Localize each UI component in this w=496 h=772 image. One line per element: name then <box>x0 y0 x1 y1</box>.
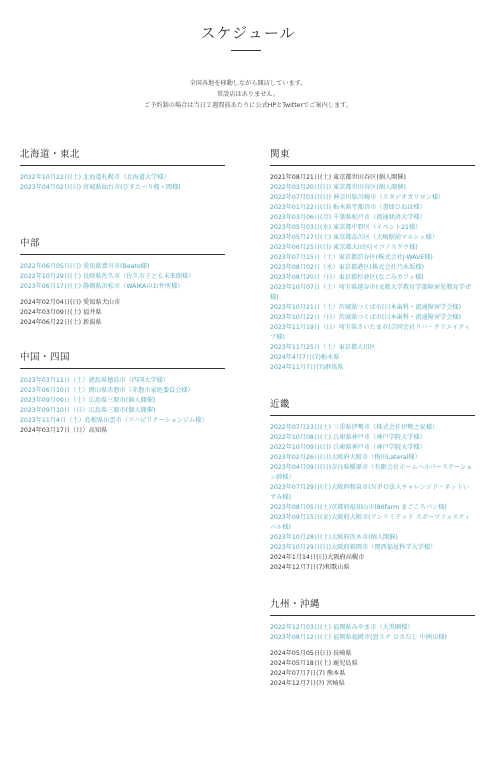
section-chugoku-shikoku <box>20 349 225 436</box>
schedule-entry-link[interactable]: 2024年11月7日(7)群馬県 <box>270 364 344 371</box>
schedule-entry: 2024年12月7日(7)和歌山県 <box>270 564 350 571</box>
schedule-entry-link[interactable]: 2023年07月29日(土)大阪府和泉市(ＮＰＯ法人チャレンジド・ネットいずみ様) <box>270 484 470 501</box>
schedule-entry: 2024年03月09日(土) 福井県 <box>20 309 102 316</box>
schedule-entry-link[interactable]: 2023年09月15日(金)大阪府大阪市(アンリミテッド スポーツフェスティバル様) <box>270 514 471 531</box>
section-chubu <box>20 235 225 328</box>
schedule-entry-link[interactable]: 2023年07月15日（土）東京都渋谷区(株式会社J-WAVE様) <box>270 254 433 261</box>
intro-text <box>0 78 496 111</box>
schedule-entry-link[interactable]: 2023年10月07日（土）埼玉県越谷市(文教大学教育学部障害児教育学ぜ様) <box>270 284 471 301</box>
schedule-entry: 2024年06月22日(土) 新潟県 <box>20 319 102 326</box>
section-heading: 関東 <box>270 146 475 166</box>
schedule-entry-link[interactable]: 2022年10月22日(土) 北海道札幌市（北海道大学様） <box>20 174 170 181</box>
schedule-entry-link[interactable]: 2023年11月19日（日）埼玉県さいたま市(合同会社リハ・クリエイティブ様) <box>270 324 471 341</box>
schedule-entry-link[interactable]: 2023年03月06日(月) 千葉県松戸市（流通経済大学様） <box>270 214 426 221</box>
schedule-entry-link[interactable]: 2023年08月02日（水）東京都港区(株式会社乃木坂様) <box>270 264 424 271</box>
schedule-entry-link[interactable]: 2023年06月10日（土）岡山県赤磐市（赤磐市家庭委員会様） <box>20 387 194 394</box>
intro-line: 全国各地を移動しながら開店しています。 <box>189 80 307 87</box>
schedule-entry-link[interactable]: 2023年09月09日（土）広島県三原市(個人開催) <box>20 397 156 404</box>
left-column <box>20 146 225 436</box>
schedule-entry-link[interactable]: 2023年10月28日(土)大阪府茨木市(個人開催) <box>270 534 398 541</box>
schedule-entry-link[interactable]: 2024年4月7日(7)栃木県 <box>270 354 340 361</box>
schedule-entry: 2024年1月14日(日)大阪府高槻市 <box>270 554 365 561</box>
section-heading: 中部 <box>20 235 225 255</box>
schedule-entry: 2024年07月7日(7) 熊本県 <box>270 670 346 677</box>
entry-list <box>20 376 225 436</box>
schedule-entry-link[interactable]: 2023年02月26日(日)大阪府大阪市（梅田Lateral様） <box>270 454 421 461</box>
schedule-entry-link[interactable]: 2022年10月29日(土) 長野県佐久市（佐久市子ども未来館様） <box>20 273 195 280</box>
schedule-entry-link[interactable]: 2023年10月29日(日)大阪府箱岡市（関西福祉科学大学様） <box>270 544 437 551</box>
schedule-entry-link[interactable]: 2022年07月23日(土) 三重県伊勢市（株式会社伊勢之家様） <box>270 424 439 431</box>
entry-list <box>270 173 475 373</box>
section-heading: 北海道・東北 <box>20 146 225 166</box>
schedule-entry-link[interactable]: 2023年05月27日(土) 東京都品川区（大崎駅前マルシェ様） <box>270 234 438 241</box>
schedule-entry: 2024年05月05日(日) 長崎県 <box>270 650 352 657</box>
schedule-entry-link[interactable]: 2022年03月20日(日) 東京都世田谷区(個人開催) <box>270 184 406 191</box>
intro-line: 常設店はありません。 <box>216 91 280 98</box>
section-heading: 中国・四国 <box>20 349 225 369</box>
section-kanto <box>270 146 475 373</box>
schedule-entry-link[interactable]: 2023年04月02日(日) 宮城県仙台市(びすた〜り桜ヶ岡様) <box>20 184 181 191</box>
schedule-entry-link[interactable]: 2023年06月25日(日) 東京都大田区(イコノスクウ様) <box>270 244 418 251</box>
schedule-entry-link[interactable]: 2023年08月05日(土)京都府福知山市(86farm まごころパン様) <box>270 504 447 511</box>
section-kyushu-okinawa <box>270 596 475 689</box>
schedule-entry-link[interactable]: 2023年05月03日(水) 東京都中野区（イベント21様） <box>270 224 422 231</box>
schedule-entry-link[interactable]: 2023年01月22日(日) 栃木県宇都宮市（書肆ひねは様） <box>270 204 426 211</box>
schedule-entry: 2024年12月7日(?) 宮崎県 <box>270 680 345 687</box>
schedule-entry-link[interactable]: 2023年11月25日（土）東京都大田区 <box>270 344 376 351</box>
schedule-entry-link[interactable]: 2022年07月03日(日) 神奈川県川崎市（スタジオカリヨン様） <box>270 194 445 201</box>
title-underline <box>231 50 261 51</box>
schedule-entry-link[interactable]: 2023年08月20日（日）東京都杉並区(なごみカフェ様) <box>270 274 424 281</box>
schedule-entry-link[interactable]: 2022年10月08日(土) 兵庫県神戸市（神戸学院大学様） <box>270 434 426 441</box>
section-heading: 九州・沖縄 <box>270 596 475 616</box>
schedule-entry-link[interactable]: 2022年06月05日(日) 愛知県豊川市(Beato様) <box>20 263 150 270</box>
schedule-entry-link[interactable]: 2023年10月22日（日）茨城県つくば市(日本歯科・流通障害学会様) <box>270 314 462 321</box>
section-hokkaido-tohoku <box>20 146 225 193</box>
entry-list <box>270 623 475 689</box>
entry-list <box>270 423 475 573</box>
schedule-entry-link[interactable]: 2023年11月4日（土）島根県出雲市（リハビリテーションジム様） <box>20 417 208 424</box>
entry-list <box>20 173 225 193</box>
section-heading: 近畿 <box>270 396 475 416</box>
schedule-entry-link[interactable]: 2023年10月21日（土）茨城県つくば市(日本歯科・流通障害学会様) <box>270 304 462 311</box>
schedule-entry-link[interactable]: 2023年08月12日(土) 福岡県福岡市(恩スナ ひさだし 中洲店様) <box>270 634 447 641</box>
page-title: スケジュール <box>200 24 296 42</box>
right-column <box>270 146 475 689</box>
schedule-entry-link[interactable]: 2023年06月17日(土) 静岡県浜松市（WAIKAのお弁所様） <box>20 283 184 290</box>
schedule-entry: 2024年03月17日（日）高知県 <box>20 427 108 434</box>
schedule-entry: 2024年02月04日(日) 愛知県犬山市 <box>20 299 121 306</box>
schedule-entry: 2021年08月21日(土) 東京都世田谷区(個人開催) <box>270 174 406 181</box>
entry-list <box>20 262 225 328</box>
schedule-entry-link[interactable]: 2022年12月03日(土) 福岡県みやま市（大黒園様） <box>270 624 414 631</box>
section-kinki <box>270 396 475 573</box>
schedule-entry-link[interactable]: 2023年03月11日（土）徳島県徳島市（四国大学様） <box>20 377 170 384</box>
schedule-entry: 2024年05月18日(土) 鹿児島県 <box>270 660 358 667</box>
schedule-entry-link[interactable]: 2023年04月09日(日)奈良県橿原市（有限会社ホームヘルパーステーション幹様） <box>270 464 473 481</box>
schedule-entry-link[interactable]: 2023年09月10日（日）広島県三原市(個人開催) <box>20 407 156 414</box>
intro-line: ご予約制の場合は当日２週間前あたりに公式HPとTwitterでご案内します。 <box>143 102 353 109</box>
schedule-entry-link[interactable]: 2022年10月09日(日) 兵庫県神戸市（神戸学院大学様） <box>270 444 426 451</box>
